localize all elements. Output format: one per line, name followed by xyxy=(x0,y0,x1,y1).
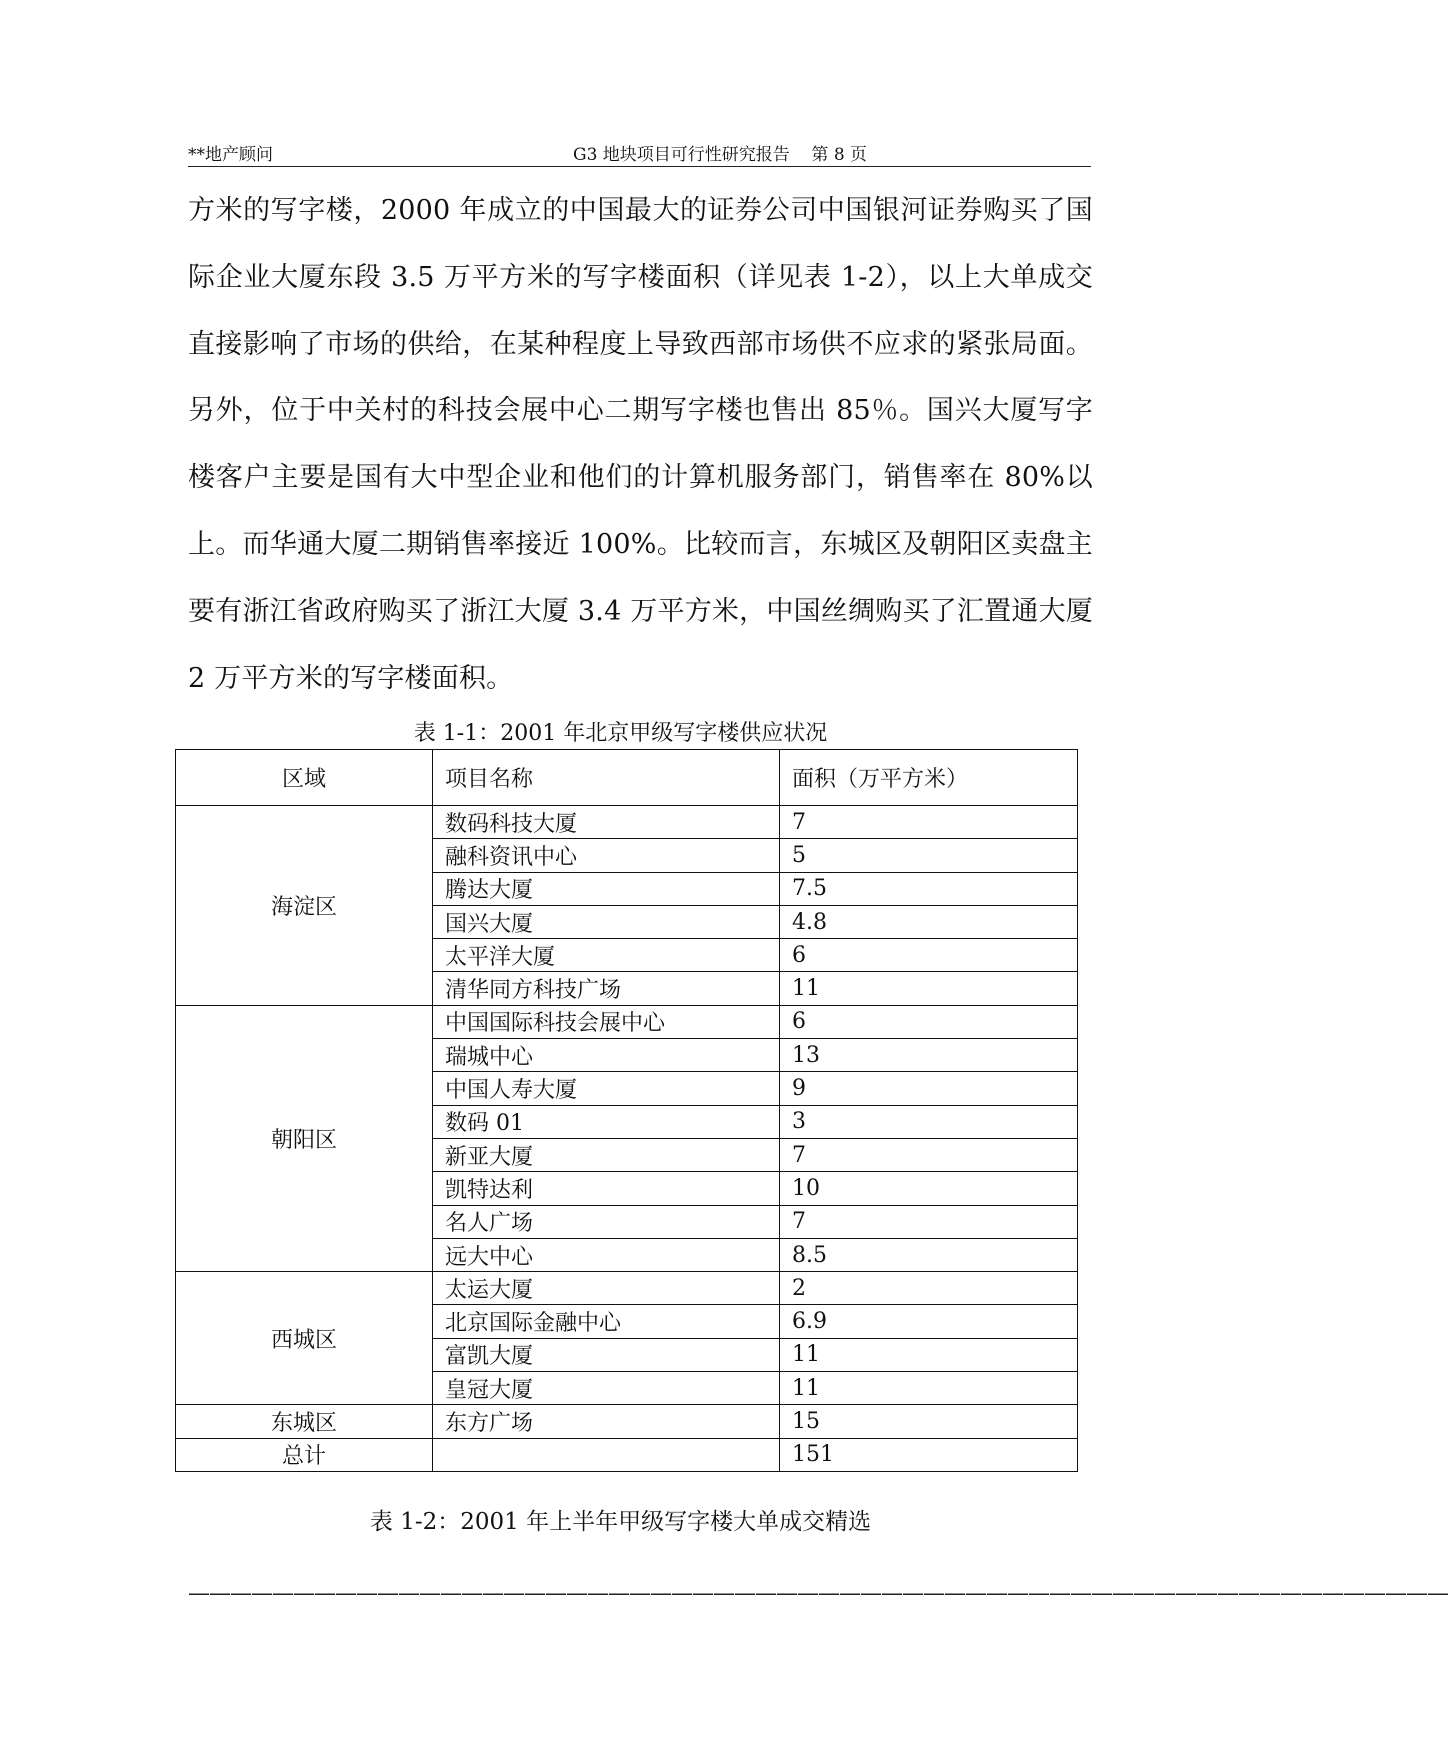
project-name-cell: 中国国际科技会展中心 xyxy=(433,1005,780,1038)
district-cell: 朝阳区 xyxy=(176,1005,433,1271)
table-row xyxy=(176,1005,1078,1038)
header-area: 面积（万平方米） xyxy=(780,750,1078,806)
project-name-cell: 国兴大厦 xyxy=(433,905,780,938)
project-name-cell: 数码科技大厦 xyxy=(433,806,780,839)
project-name-cell: 皇冠大厦 xyxy=(433,1372,780,1405)
district-cell: 西城区 xyxy=(176,1272,433,1405)
project-name-cell: 凯特达利 xyxy=(433,1172,780,1205)
total-area-cell: 151 xyxy=(780,1438,1078,1471)
area-cell: 11 xyxy=(780,1372,1078,1405)
header-title-page: G3 地块项目可行性研究报告 第 8 页 xyxy=(573,145,868,165)
area-cell: 10 xyxy=(780,1172,1078,1205)
table-row xyxy=(176,806,1078,839)
area-cell: 7 xyxy=(780,1138,1078,1171)
area-cell: 13 xyxy=(780,1039,1078,1072)
table2-caption: 表 1-2：2001 年上半年甲级写字楼大单成交精选 xyxy=(369,1509,872,1535)
area-cell: 8.5 xyxy=(780,1238,1078,1271)
area-cell: 5 xyxy=(780,839,1078,872)
header-company: **地产顾问 xyxy=(188,145,273,165)
project-name-cell: 瑞城中心 xyxy=(433,1039,780,1072)
district-cell: 海淀区 xyxy=(176,806,433,1006)
total-row xyxy=(176,1438,1078,1471)
area-cell: 2 xyxy=(780,1272,1078,1305)
header-project-name: 项目名称 xyxy=(433,750,780,806)
body-paragraph: 方米的写字楼，2000 年成立的中国最大的证券公司中国银河证券购买了国际企业大厦东段 3.5 万平方米的写字楼面积（详见表 1-2），以上大单成交直接影响了市场的供给，在某种程度上导致西部市场供不应求的紧张局面。另外，位于中关村的科技会展中心二期写字楼也售出 85％。国兴大厦写字楼客户主要是国有大中型企业和他们的计算机服务部门，销售率在 80%以上。而华通大厦二期销售率接近 100%。比较而言，东城区及朝阳区卖盘主要有浙江省政府购买了浙江大厦 3.4 万平方米，中国丝绸购买了汇置通大厦 2 万平方米的写字楼面积。 xyxy=(188,195,1102,694)
footer-rule: ———————————————————————————————————————————————————————————— xyxy=(188,1581,1448,1606)
table1-caption: 表 1-1：2001 年北京甲级写字楼供应状况 xyxy=(413,721,828,746)
project-name-cell: 新亚大厦 xyxy=(433,1138,780,1171)
project-name-cell: 名人广场 xyxy=(433,1205,780,1238)
area-cell: 7 xyxy=(780,806,1078,839)
project-name-cell: 太运大厦 xyxy=(433,1272,780,1305)
project-name-cell: 富凯大厦 xyxy=(433,1338,780,1371)
area-cell: 9 xyxy=(780,1072,1078,1105)
area-cell: 6.9 xyxy=(780,1305,1078,1338)
area-cell: 4.8 xyxy=(780,905,1078,938)
page-header xyxy=(188,136,1091,167)
table-header-row xyxy=(176,750,1078,806)
supply-table-body xyxy=(176,750,1078,1472)
supply-table xyxy=(175,749,1078,1472)
project-name-cell: 太平洋大厦 xyxy=(433,939,780,972)
total-name-cell xyxy=(433,1438,780,1471)
project-name-cell: 东方广场 xyxy=(433,1405,780,1438)
area-cell: 7.5 xyxy=(780,872,1078,905)
project-name-cell: 清华同方科技广场 xyxy=(433,972,780,1005)
project-name-cell: 腾达大厦 xyxy=(433,872,780,905)
project-name-cell: 远大中心 xyxy=(433,1238,780,1271)
district-cell: 东城区 xyxy=(176,1405,433,1438)
project-name-cell: 中国人寿大厦 xyxy=(433,1072,780,1105)
header-district: 区域 xyxy=(176,750,433,806)
table-row xyxy=(176,1405,1078,1438)
area-cell: 15 xyxy=(780,1405,1078,1438)
project-name-cell: 数码 01 xyxy=(433,1105,780,1138)
area-cell: 7 xyxy=(780,1205,1078,1238)
project-name-cell: 北京国际金融中心 xyxy=(433,1305,780,1338)
area-cell: 3 xyxy=(780,1105,1078,1138)
area-cell: 11 xyxy=(780,972,1078,1005)
total-label-cell: 总计 xyxy=(176,1438,433,1471)
table-row xyxy=(176,1272,1078,1305)
project-name-cell: 融科资讯中心 xyxy=(433,839,780,872)
area-cell: 11 xyxy=(780,1338,1078,1371)
area-cell: 6 xyxy=(780,939,1078,972)
area-cell: 6 xyxy=(780,1005,1078,1038)
